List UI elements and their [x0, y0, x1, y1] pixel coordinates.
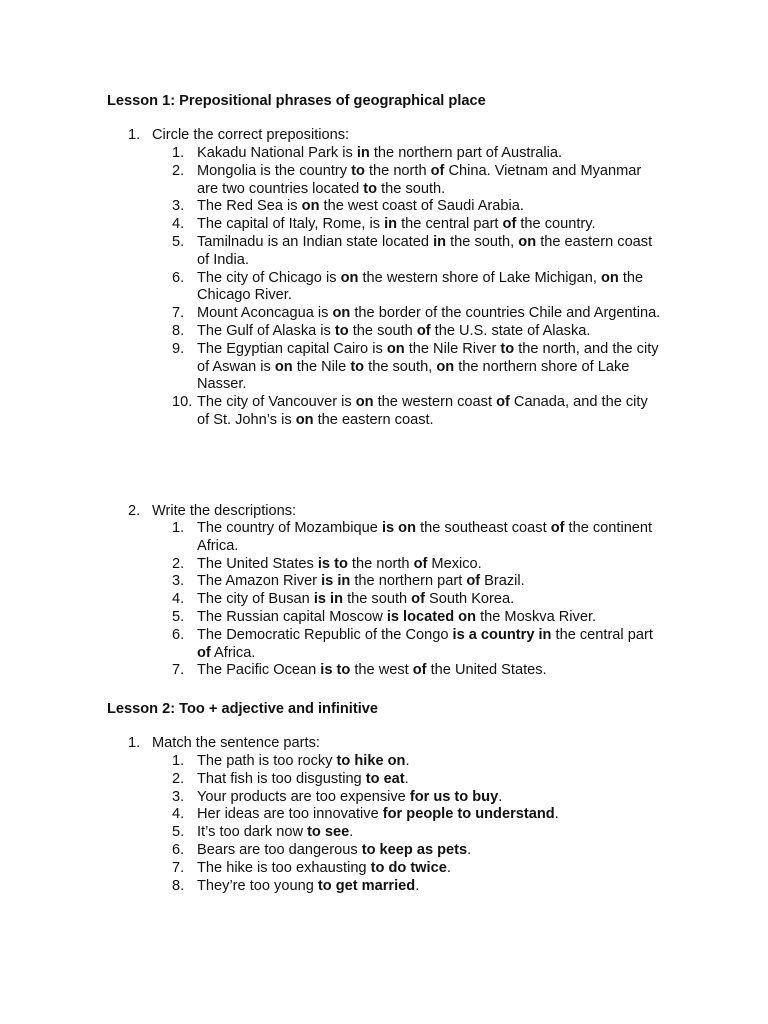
bold-answer: to: [500, 340, 515, 357]
item-number: 5.: [172, 824, 185, 841]
sentence-fragment: .: [404, 770, 409, 787]
item-number: 1.: [172, 145, 185, 161]
bold-answer: to: [334, 322, 349, 339]
sentence-fragment: Canada, and the city of St. John’s is: [197, 394, 648, 428]
list-item: [172, 662, 662, 680]
item-text: [197, 573, 525, 589]
lesson-1-heading: Lesson 1: Prepositional phrases of geographical place: [107, 93, 486, 109]
sentence-fragment: the Chicago River.: [197, 269, 644, 304]
bold-answer: of: [416, 322, 431, 339]
sentence-fragment: the south,: [446, 233, 519, 250]
list-item: [172, 216, 662, 234]
bold-answer: on: [518, 233, 537, 250]
bold-answer: of: [502, 216, 517, 233]
question-instruction: Circle the correct prepositions:: [152, 127, 350, 143]
bold-answer: of: [412, 662, 427, 679]
sentence-fragment: the south: [343, 591, 412, 608]
bold-answer: of: [430, 162, 445, 179]
item-text: [197, 627, 653, 661]
question-instruction: Match the sentence parts:: [152, 735, 320, 751]
item-text: [197, 305, 660, 321]
sentence-fragment: That fish is too disgusting: [197, 770, 366, 787]
bold-answer: on: [355, 394, 374, 411]
sentence-fragment: The Pacific Ocean: [197, 662, 321, 679]
sentence-fragment: Her ideas are too innovative: [197, 806, 383, 823]
lesson-2-heading: Lesson 2: Too + adjective and infinitive: [107, 701, 378, 717]
bold-answer: is located on: [386, 608, 477, 625]
sentence-fragment: South Korea.: [424, 591, 515, 608]
bold-answer: for people to understand: [382, 806, 555, 823]
list-item: [172, 323, 662, 341]
item-number: 4.: [172, 806, 185, 823]
item-text: [197, 270, 643, 304]
item-text: [197, 394, 648, 428]
sentence-fragment: the western shore of Lake Michigan,: [358, 269, 601, 286]
item-number: 2.: [172, 770, 185, 787]
item-text: [197, 323, 590, 339]
sentence-fragment: They’re too young: [197, 877, 318, 894]
bold-answer: on: [332, 305, 351, 322]
sentence-fragment: China. Vietnam and Myanmar are two countries located: [197, 162, 642, 197]
sentence-fragment: the north: [347, 555, 414, 572]
item-text: [197, 556, 482, 572]
sentence-fragment: It’s too dark now: [197, 824, 308, 841]
sentence-fragment: Your products are too expensive: [197, 788, 410, 805]
item-text: [197, 163, 641, 197]
bold-answer: on: [436, 358, 455, 375]
bold-answer: is to: [320, 662, 351, 679]
list-item: [172, 753, 662, 771]
item-text: [197, 753, 410, 769]
item-number: 1.: [172, 520, 185, 536]
item-text: [197, 842, 471, 858]
item-text: [197, 771, 409, 787]
item-text: [197, 824, 353, 840]
item-number: 5.: [172, 608, 185, 625]
sentence-fragment: The city of Vancouver is: [197, 394, 356, 411]
sentence-fragment: The country of Mozambique: [197, 520, 382, 536]
item-number: 9.: [172, 340, 185, 357]
item-number: 7.: [172, 662, 185, 679]
bold-answer: to: [351, 162, 365, 179]
sentence-fragment: the Nile River: [404, 340, 501, 357]
bold-answer: of: [413, 555, 428, 572]
bold-answer: in: [356, 145, 370, 161]
bold-answer: on: [340, 269, 359, 286]
sentence-fragment: Mount Aconcagua is: [197, 305, 333, 322]
sentence-fragment: The Amazon River: [197, 573, 322, 590]
bold-answer: on: [386, 340, 405, 357]
bold-answer: to eat: [365, 770, 405, 787]
list-item: [172, 842, 662, 860]
list-item: [172, 234, 662, 270]
item-number: 7.: [172, 859, 185, 876]
list-item: [172, 573, 662, 591]
item-text: [197, 860, 451, 876]
bold-answer: in: [433, 233, 447, 250]
sentence-fragment: Kakadu National Park is: [197, 145, 357, 161]
item-text: [197, 145, 562, 161]
list-item: [172, 163, 662, 199]
sentence-fragment: the south: [348, 322, 417, 339]
sentence-fragment: Brazil.: [480, 573, 525, 590]
sentence-fragment: The city of Busan: [197, 591, 314, 608]
sentence-fragment: .: [554, 806, 559, 823]
item-number: 6.: [172, 841, 185, 858]
sentence-fragment: the continent Africa.: [197, 520, 653, 554]
question-number: 1.: [128, 735, 141, 751]
item-number: 8.: [172, 877, 185, 894]
sentence-fragment: the northern part: [350, 573, 467, 590]
list-item: [172, 270, 662, 306]
bold-answer: of: [411, 591, 425, 608]
lesson-1-q1-list: [172, 145, 662, 430]
list-item: [172, 609, 662, 627]
list-item: [172, 591, 662, 609]
sentence-fragment: the Moskva River.: [476, 608, 597, 625]
sentence-fragment: the south,: [364, 358, 437, 375]
bold-answer: to see: [307, 824, 350, 841]
list-item: [172, 771, 662, 789]
sentence-fragment: the border of the countries Chile and Argentina.: [350, 305, 661, 322]
item-text: [197, 198, 524, 214]
item-number: 3.: [172, 573, 185, 590]
bold-answer: of: [496, 394, 510, 411]
bold-answer: on: [301, 198, 320, 215]
item-number: 4.: [172, 216, 185, 233]
sentence-fragment: .: [498, 788, 503, 805]
item-number: 2.: [172, 555, 185, 572]
item-number: 8.: [172, 322, 185, 339]
item-text: [197, 216, 596, 232]
sentence-fragment: .: [415, 877, 420, 894]
sentence-fragment: the western coast: [373, 394, 497, 411]
sentence-fragment: the central part: [397, 216, 503, 233]
list-item: [172, 520, 662, 556]
bold-answer: is a country in: [452, 626, 552, 643]
bold-answer: on: [600, 269, 619, 286]
item-number: 7.: [172, 305, 185, 322]
sentence-fragment: the central part: [551, 626, 653, 643]
sentence-fragment: .: [446, 859, 451, 876]
list-item: [172, 305, 662, 323]
sentence-fragment: .: [405, 753, 410, 769]
sentence-fragment: the eastern coast of India.: [197, 233, 653, 268]
item-text: [197, 591, 514, 607]
sentence-fragment: The city of Chicago is: [197, 269, 341, 286]
item-text: [197, 806, 559, 822]
question-instruction: Write the descriptions:: [152, 503, 297, 519]
item-number: 10.: [172, 394, 193, 411]
sentence-fragment: The Red Sea is: [197, 198, 302, 215]
item-number: 3.: [172, 788, 185, 805]
bold-answer: to: [363, 180, 378, 197]
sentence-fragment: Mexico.: [427, 555, 482, 572]
lesson-2-q1-list: [172, 753, 662, 895]
bold-answer: of: [466, 573, 481, 590]
sentence-fragment: Bears are too dangerous: [197, 841, 362, 858]
list-item: [172, 824, 662, 842]
question-number: 2.: [128, 503, 141, 519]
sentence-fragment: the northern shore of Lake Nasser.: [197, 358, 630, 393]
list-item: [172, 860, 662, 878]
bold-answer: for us to buy: [409, 788, 499, 805]
sentence-fragment: Mongolia is the country: [197, 162, 352, 179]
list-item: [172, 556, 662, 574]
sentence-fragment: The Egyptian capital Cairo is: [197, 340, 387, 357]
sentence-fragment: .: [349, 824, 354, 841]
item-text: [197, 878, 419, 894]
bold-answer: to hike on: [336, 753, 406, 769]
sentence-fragment: the north: [364, 162, 431, 179]
list-item: [172, 341, 662, 394]
list-item: [172, 394, 662, 430]
bold-answer: to keep as pets: [361, 841, 468, 858]
question-number: 1.: [128, 127, 141, 143]
sentence-fragment: Africa.: [210, 644, 256, 661]
bold-answer: is in: [313, 591, 344, 608]
sentence-fragment: the southeast coast: [416, 520, 551, 536]
sentence-fragment: The path is too rocky: [197, 753, 337, 769]
sentence-fragment: the north, and the city of Aswan is: [197, 340, 659, 375]
sentence-fragment: The hike is too exhausting: [197, 859, 371, 876]
item-text: [197, 234, 652, 268]
sentence-fragment: The United States: [197, 555, 318, 572]
bold-answer: is to: [317, 555, 348, 572]
bold-answer: to get married: [317, 877, 416, 894]
item-number: 4.: [172, 591, 185, 608]
item-text: [197, 662, 547, 678]
sentence-fragment: the west coast of Saudi Arabia.: [319, 198, 524, 215]
item-text: [197, 609, 596, 625]
list-item: [172, 806, 662, 824]
item-number: 6.: [172, 626, 185, 643]
bold-answer: on: [295, 411, 314, 428]
bold-answer: in: [384, 216, 398, 233]
bold-answer: to: [350, 358, 365, 375]
item-number: 3.: [172, 198, 185, 215]
bold-answer: is on: [381, 520, 417, 536]
item-text: [197, 341, 659, 393]
lesson-1-q2-list: [172, 520, 662, 680]
bold-answer: on: [274, 358, 293, 375]
list-item: [172, 789, 662, 807]
sentence-fragment: the Nile: [292, 358, 351, 375]
sentence-fragment: the west: [350, 662, 413, 679]
sentence-fragment: the south.: [377, 180, 446, 197]
sentence-fragment: the U.S. state of Alaska.: [430, 322, 591, 339]
sentence-fragment: The capital of Italy, Rome, is: [197, 216, 385, 233]
bold-answer: is in: [321, 573, 351, 590]
sentence-fragment: The Russian capital Moscow: [197, 608, 387, 625]
sentence-fragment: the United States.: [426, 662, 547, 679]
item-number: 6.: [172, 269, 185, 286]
list-item: [172, 145, 662, 163]
item-text: [197, 789, 502, 805]
item-text: [197, 520, 652, 554]
list-item: [172, 198, 662, 216]
sentence-fragment: the country.: [516, 216, 596, 233]
sentence-fragment: .: [467, 841, 472, 858]
bold-answer: of: [550, 520, 565, 536]
sentence-fragment: Tamilnadu is an Indian state located: [197, 233, 434, 250]
item-number: 5.: [172, 233, 185, 250]
list-item: [172, 878, 662, 896]
item-number: 2.: [172, 162, 185, 179]
bold-answer: to do twice: [370, 859, 447, 876]
sentence-fragment: The Democratic Republic of the Congo: [197, 626, 453, 643]
sentence-fragment: the eastern coast.: [313, 411, 434, 428]
sentence-fragment: the northern part of Australia.: [369, 145, 563, 161]
list-item: [172, 627, 662, 663]
sentence-fragment: The Gulf of Alaska is: [197, 322, 335, 339]
item-number: 1.: [172, 753, 185, 769]
bold-answer: of: [197, 644, 211, 661]
